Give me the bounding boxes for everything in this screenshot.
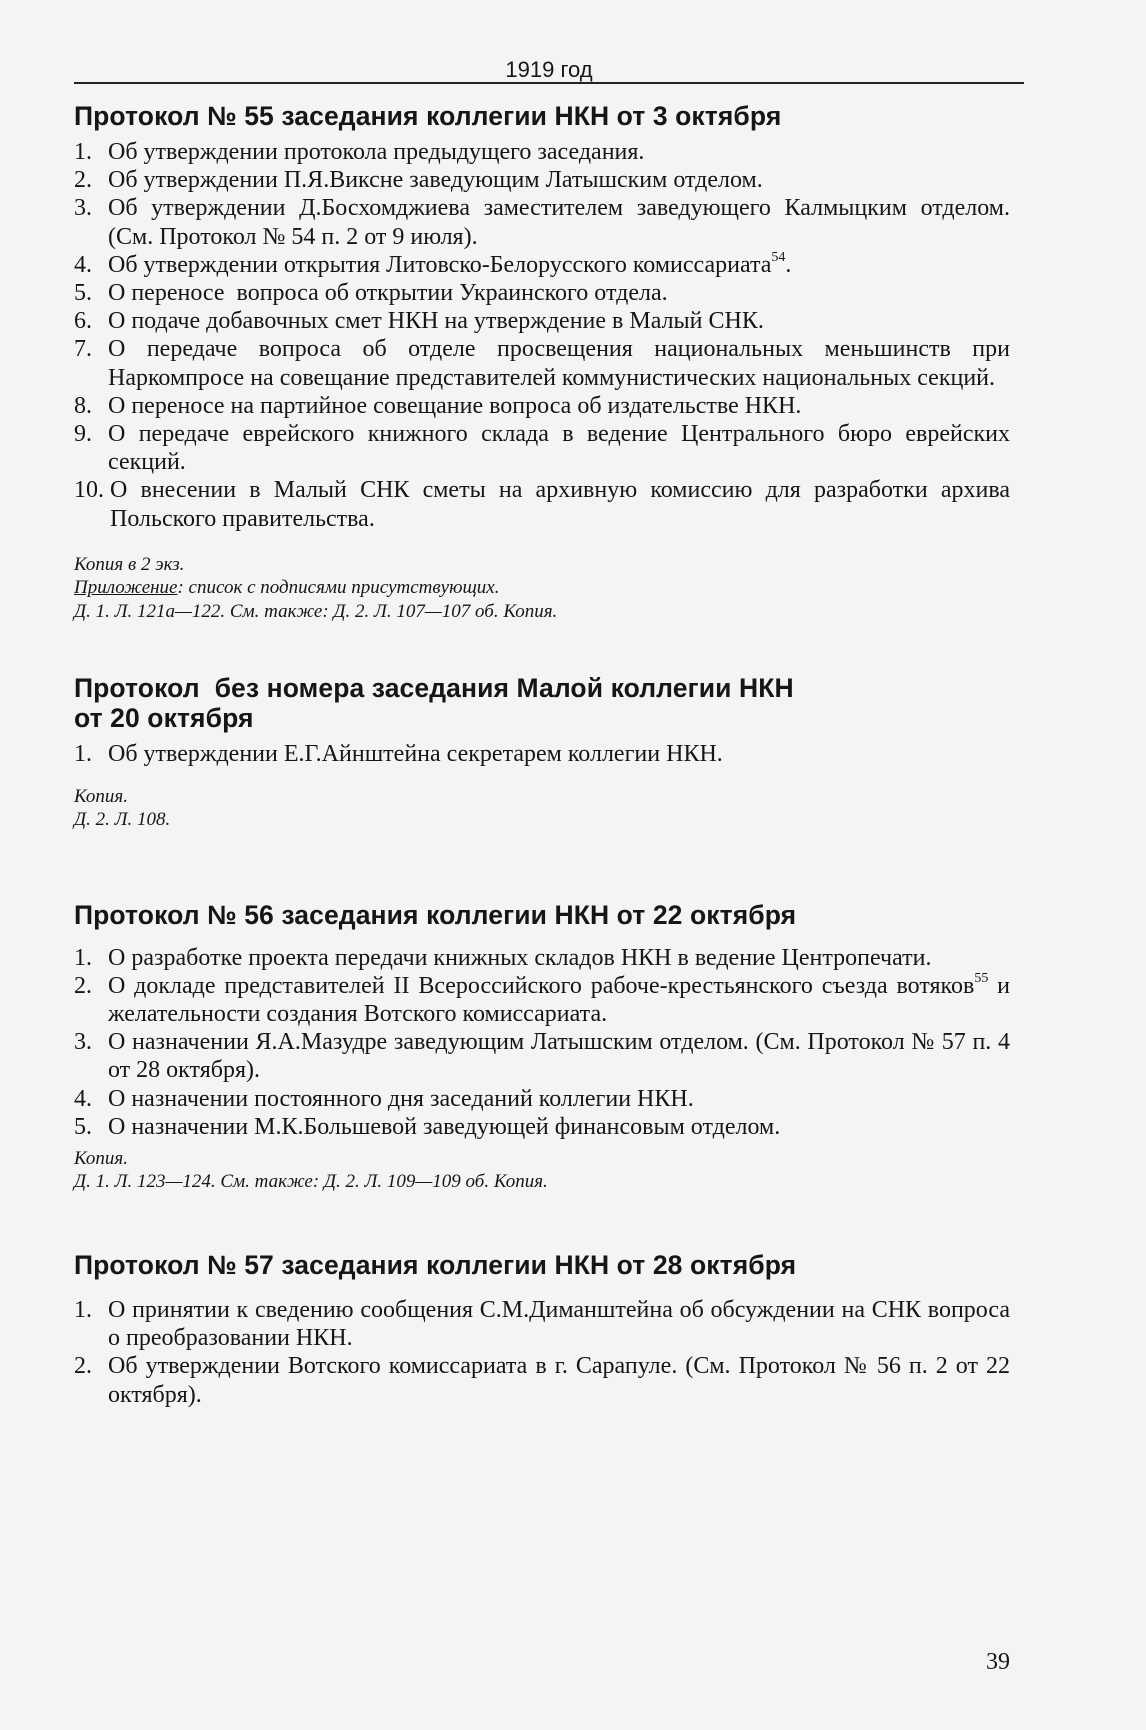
list-item: 1. Об утверждении Е.Г.Айнштейна секретарем коллегии НКН. [74,741,723,768]
protocol-57 [74,1250,1010,1409]
list-item: 5. О переносе вопроса об открытии Украинского отдела. [74,280,668,307]
list-item: 2. Об утверждении П.Я.Виксне заведующим Латышским отделом. [74,167,763,194]
list-item: 4. Об утверждении открытия Литовско-Белорусского комиссариата$^{54}$. [74,249,792,278]
protocol-title: Протокол № 56 заседания коллегии НКН от 22 октября [74,899,797,930]
list-item: 7. О передаче вопроса об отделе просвещения национальных меньшинств при Наркомпросе на совещание представителей коммунистических национальных секций. [74,336,1010,391]
protocol-56 [74,900,1010,1194]
list-item: 9. О передаче еврейского книжного склада в ведение Центрального бюро еврейских секций. [74,421,1010,476]
list-item: 6. О подаче добавочных смет НКН на утверждение в Малый СНК. [74,308,764,335]
running-head: 1919 год [505,57,593,82]
list-item: 3. О назначении Я.А.Мазудре заведующим Латышским отделом. (См. Протокол № 57 п. 4 от 28 октября). [74,1029,1010,1084]
list-item: 1. Об утверждении протокола предыдущего заседания. [74,139,645,165]
list-item: 4. О назначении постоянного дня заседаний коллегии НКН. [74,1085,694,1112]
list-item: 2. О докладе представителей II Всероссийского рабоче-крестьянского съезда вотяков$^{55}$ и желательности создания Вотского комиссариата. [74,970,1010,1027]
protocol-no-number [74,673,1010,831]
protocol-title: Протокол без номера заседания Малой коллегии НКН от 20 октября [74,673,794,734]
list-item: 3. Об утверждении Д.Босхомджиева заместителем заведующего Калмыцким отделом. (См. Протокол № 54 п. 2 от 9 июля). [74,195,1010,250]
protocol-title: Протокол № 55 заседания коллегии НКН от 3 октября [74,101,782,131]
list-item: 1. О разработке проекта передачи книжных складов НКН в ведение Центропечати. [74,944,932,971]
archival-note: Копия. [74,1147,128,1169]
list-item: 2. Об утверждении Вотского комиссариата в г. Сарапуле. (См. Протокол № 56 п. 2 от 22 октября). [74,1353,1010,1408]
footnote-ref: 54 [771,249,786,265]
archival-note: Копия. [74,785,128,807]
header-rule [74,82,1024,84]
appendix-note: Приложение: список с подписями присутствующих. [74,577,500,599]
archival-reference: Д. 1. Л. 121а—122. См. также: Д. 2. Л. 107—107 об. Копия. [74,600,558,622]
archival-note: Копия в 2 экз. [74,553,185,575]
protocol-title: Протокол № 57 заседания коллегии НКН от 28 октября [74,1249,797,1280]
footnote-ref: 55 [974,970,989,986]
list-item: 8. О переносе на партийное совещание вопроса об издательстве НКН. [74,392,802,419]
list-item: 5. О назначении М.К.Большевой заведующей финансовым отделом. [74,1113,781,1140]
page-number: 39 [986,1649,1010,1675]
protocol-55 [74,101,1010,623]
archival-reference: Д. 1. Л. 123—124. См. также: Д. 2. Л. 109—109 об. Копия. [74,1171,548,1193]
archival-reference: Д. 2. Л. 108. [74,809,171,831]
list-item: 10. О внесении в Малый СНК сметы на архивную комиссию для разработки архива Польского правительства. [74,477,1010,532]
page-content [74,101,1010,1409]
list-item: 1. О принятии к сведению сообщения С.М.Диманштейна об обсуждении на СНК вопроса о преобразовании НКН. [74,1296,1010,1352]
